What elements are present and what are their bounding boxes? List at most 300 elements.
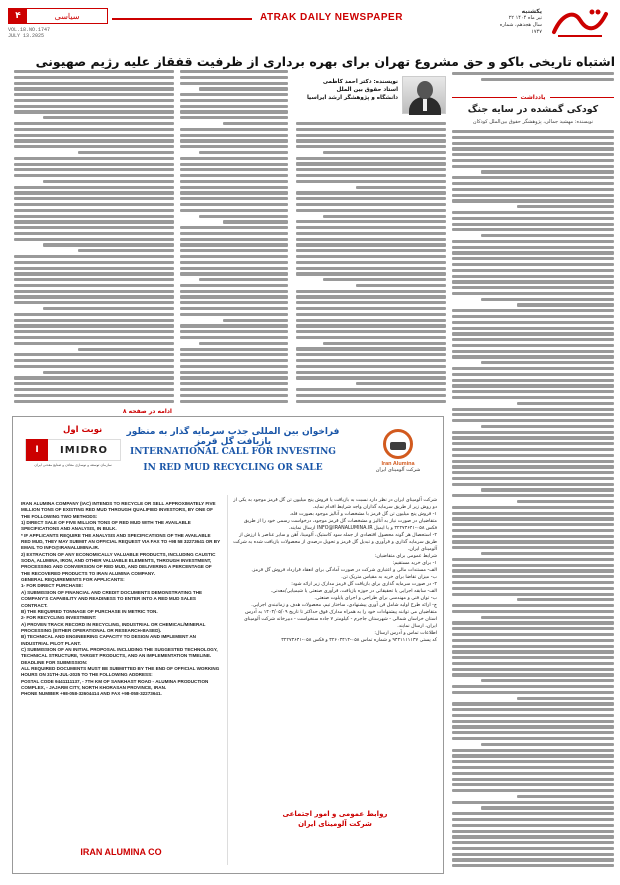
text-line [452,396,614,399]
author-title: استاد حقوق بین الملل [336,87,398,93]
text-line [517,500,614,503]
text-line [452,211,614,214]
text-line [296,353,446,356]
text-line [452,379,614,382]
text-line [452,639,614,642]
text-line [180,180,288,183]
text-line [180,99,288,102]
text-line [14,278,174,281]
text-line [452,708,614,711]
text-line [296,307,446,310]
text-line [180,174,288,177]
text-line [452,494,614,497]
text-line [481,743,614,746]
ad-paragraph: 2- FOR RECYCLING INVESTMENT: [21,615,97,621]
text-line [43,371,174,374]
text-line [14,99,174,102]
text-line [452,772,614,775]
imidro-logo [25,439,121,461]
iran-alumina-logo [361,429,435,485]
text-line [14,157,174,160]
text-line [452,506,614,509]
text-line [296,394,446,397]
text-line [481,78,614,81]
text-line [180,295,288,298]
text-line [180,272,288,275]
right-column-intro [452,72,614,88]
text-line [14,226,174,229]
weekday: یکشنبه [521,8,542,15]
text-line [296,232,446,235]
ad-paragraph: شرایط عمومی برای متقاضیان: [374,554,437,559]
text-line [296,191,446,194]
text-line [481,361,614,364]
text-line [14,145,174,148]
article-column-3 [296,122,446,406]
text-line [517,402,614,405]
ad-paragraph: شرکت آلومینای ایران در نظر دارد نسبت به بازیافت یا فروش پنج میلیون تن گل قرمز موجود به یکی از دو روش زیر از طریق سرمایه گذاران واجد شرایط اقدام نماید. [233,498,437,510]
text-line [452,540,614,543]
author-photo-shirt [423,99,427,111]
text-line [452,442,614,445]
text-line [452,517,614,520]
text-line [452,130,614,133]
text-line [452,182,614,185]
text-line [356,186,446,189]
text-line [296,209,446,212]
text-line [180,267,288,270]
text-line [452,789,614,792]
ad-paragraph: C) SUBMISSION OF AN INITIAL PROPOSAL INCLUDING THE SUGGESTED TECHNOLOGY, TECHNICAL STRUCTURE, TARGET PRODUCTS, AND AN IMPLEMENTATION TIMELINE. [21,646,218,659]
text-line [452,835,614,838]
text-line [14,261,174,264]
text-line [296,174,446,177]
text-line [296,128,446,131]
ad-paragraph: DEADLINE FOR SUBMISSION: [21,659,88,665]
text-line [14,122,174,125]
text-line [296,336,446,339]
text-line [14,365,174,368]
text-line [199,342,288,345]
text-line [481,170,614,173]
text-line [452,656,614,659]
text-line [14,70,174,73]
text-line [14,301,174,304]
imidro-logo-name: IMIDRO [60,444,108,456]
ad-paragraph: ۲- در صورت سرمایه گذاری برای بازیافت گل قرمز مدارک زیر ارائه شود: [291,582,437,587]
ad-paragraph: * IF APPLICANTS REQUIRE THE ANALYSIS AND SPECIFICATIONS OF THE AVAILABLE RED MUD, THEY MAY SUBMIT AN OFFICIAL REQUEST VIA FAX TO +98 58 32273641 OR BY EMAIL TO INFO@IRANALUMINA.IR. [21,532,221,551]
text-line [180,255,288,258]
ad-paragraph: 1- FOR DIRECT PURCHASE: [21,583,84,589]
text-line [296,157,446,160]
section-name: سیاسی [54,11,80,21]
text-line [452,778,614,781]
text-line [296,220,446,223]
text-line [452,766,614,769]
iran-alumina-logo-mark [383,429,413,459]
text-line [517,795,614,798]
text-line [452,344,614,347]
text-line [296,359,446,362]
text-line [180,330,288,333]
volume-line: VOL.18.NO.1747 [8,27,51,33]
text-line [296,197,446,200]
text-line [452,512,614,515]
text-line [323,215,446,218]
volume-info [8,27,50,39]
text-line [452,633,614,636]
text-line [14,267,174,270]
kudak-article-body [452,130,614,876]
text-line [223,319,288,322]
text-line [296,313,446,316]
text-line [199,87,288,90]
text-line [180,134,288,137]
text-line [14,174,174,177]
text-line [452,408,614,411]
text-line [481,806,614,809]
text-line [296,324,446,327]
text-line [452,448,614,451]
ad-paragraph: الف- مستندات مالی و اعتباری شرکت در صورت آمادگی برای انعقاد قرارداد فروش گل قرمز. [251,568,437,573]
note-tag [452,90,614,104]
text-line [14,400,174,403]
ad-paragraph: B) TECHNICAL AND ENGINEERING CAPACITY TO DESIGN AND IMPLEMENT AN INDUSTRIAL PILOT PLANT. [21,634,196,646]
text-line [452,153,614,156]
text-line [14,319,174,322]
text-line [452,280,614,283]
text-line [452,460,614,463]
text-line [296,180,446,183]
text-line [296,272,446,275]
text-line [14,110,174,113]
text-line [452,240,614,243]
text-line [78,249,174,252]
ad-title-english-1: INTERNATIONAL CALL FOR INVESTING [130,447,336,457]
text-line [452,650,614,653]
text-line [481,488,614,491]
imidro-logo-mark: I [26,439,48,461]
header-rule [112,18,252,20]
text-line [452,558,614,561]
text-line [452,384,614,387]
ad-paragraph: ۲- استحصال هر گونه محصول اقتصادی از جمله سود کاستیک، آلومینا، آهن و سایر عناصر با ارزش از طریق سرمایه گذاری و فرآوری و تبدیل گل قرمز و تحویل درصدی از محصولات بازیافت شده به شرکت آلومینای ایران. [233,533,437,552]
text-line [180,243,288,246]
ad-footer-pr: روابط عمومی و امور اجتماعی [282,810,388,818]
text-line [296,400,446,403]
ad-paragraph: ۱- فروش پنج میلیون تن گل قرمز با مشخصات و آنالیز موجود بصورت فله. [289,512,437,517]
text-line [296,290,446,293]
text-line [452,223,614,226]
text-line [180,110,288,113]
text-line [452,673,614,676]
text-line [452,535,614,538]
text-line [180,76,288,79]
text-line [323,342,446,345]
text-line [296,226,446,229]
text-line [14,330,174,333]
text-line [452,390,614,393]
text-line [14,209,174,212]
text-line [296,168,446,171]
imidro-subtitle: سازمان توسعه و نوسازی معادن و صنایع معدنی ایران [34,463,112,467]
text-line [452,783,614,786]
text-line [452,546,614,549]
text-line [43,116,174,119]
text-line [14,394,174,397]
text-line [223,122,288,125]
text-line [180,139,288,142]
text-line [452,315,614,318]
text-line [180,82,288,85]
text-line [452,610,614,613]
text-line [14,76,174,79]
text-line [180,128,288,131]
page-header [0,0,620,44]
text-line [180,290,288,293]
text-line [452,292,614,295]
text-line [14,359,174,362]
text-line [199,278,288,281]
text-line [296,376,446,379]
text-line [14,342,174,345]
text-line [452,812,614,815]
text-line [14,87,174,90]
text-line [14,128,174,131]
ad-persian-body [233,497,437,797]
text-line [452,754,614,757]
ad-publication-label: نوبت اول [63,425,103,435]
text-line [180,365,288,368]
ad-paragraph: IRAN ALUMINA COMPANY (IAC) INTENDS TO RECYCLE OR SELL APPROXIMATELY FIVE MILLION TONS OF EXISTING RED MUD THROUGH QUALIFIED INVESTORS, BY ONE OF THE FOLLOWING TWO METHODS: [21,501,216,519]
text-line [452,523,614,526]
text-line [452,853,614,856]
text-line [452,668,614,671]
text-line [180,371,288,374]
article-column-2 [180,70,288,406]
ad-title-persian: فراخوان بین المللی جذب سرمایه گذار به منظور بازیافت گل قرمز [126,427,340,447]
author-photo-head [417,81,433,99]
text-line [14,272,174,275]
text-line [296,134,446,137]
text-line [180,388,288,391]
ad-paragraph: B) THE REQUIRED TONNAGE OF PURCHASE IN METRIC TON. [21,608,158,614]
text-line [296,388,446,391]
text-line [452,830,614,833]
main-headline: اشتباه تاریخی باکو و حق مشروع تهران برای بهره برداری از ظرفیت قفقاز علیه رژیم صهیونی [35,54,615,69]
text-line [452,731,614,734]
date-line-en: JULY 13.2025 [8,33,45,39]
text-line [452,621,614,624]
text-line [481,679,614,682]
note-tag-label: یادداشت [520,93,546,101]
ad-paragraph: متقاضیان می توانند پیشنهادات خود را به همراه مدارک فوق حداکثر تا تاریخ ۱۴۰۴/۰۵/۰۹ به آدرس استان خراسان شمالی - شهرستان جاجرم - کیلومتر ۷ جاده سنخواست - دبیرخانه شرکت آلومینای ایران، ارسال نمایند. [243,610,437,629]
text-line [452,691,614,694]
page-number: ۴ [9,9,27,23]
text-line [180,301,288,304]
text-line [452,338,614,341]
text-line [452,847,614,850]
author-affiliation: دانشگاه و پژوهشگر ارشد ایراسیا [306,95,398,101]
author-byline [290,78,398,102]
text-line [452,575,614,578]
text-line [296,371,446,374]
text-line [180,191,288,194]
text-line [78,151,174,154]
ad-footer-persian [233,809,437,829]
text-line [452,136,614,139]
text-line [452,286,614,289]
text-line [14,220,174,223]
text-line [452,593,614,596]
investment-ad [12,416,444,874]
text-line [296,243,446,246]
text-line [14,191,174,194]
text-line [452,373,614,376]
text-line [323,278,446,281]
text-line [452,714,614,717]
text-line [223,220,288,223]
text-line [452,801,614,804]
text-line [14,203,174,206]
ad-footer-english: IRAN ALUMINA CO [80,847,162,857]
text-line [452,431,614,434]
ad-paragraph: PHONE NUMBER +98-058-32604414 AND FAX +98-058-32273641. [21,691,162,697]
text-line [452,569,614,572]
text-line [180,238,288,241]
text-line [452,436,614,439]
text-line [452,725,614,728]
text-line [296,238,446,241]
text-line [517,205,614,208]
text-line [14,376,174,379]
text-line [180,249,288,252]
text-line [14,93,174,96]
ad-paragraph: 1) DIRECT SALE OF FIVE MILLION TONS OF RED MUD WITH THE AVAILABLE SPECIFICATIONS AND ANALYSIS, IN BULK. [21,520,191,532]
text-line [452,564,614,567]
text-line [180,313,288,316]
text-line [296,249,446,252]
text-line [180,400,288,403]
text-line [14,324,174,327]
ad-paragraph: ALL REQUIRED DOCUMENTS MUST BE SUBMITTED BY THE END OF OFFICIAL WORKING HOURS ON 31TH-JUL-2025 TO THE FOLLOWING ADDRESS: [21,665,220,678]
text-line [14,105,174,108]
text-line [452,269,614,272]
text-line [481,298,614,301]
text-line [452,355,614,358]
iran-alumina-logo-en: Iran Alumina [381,461,415,467]
text-line [452,350,614,353]
text-line [517,697,614,700]
text-line [452,367,614,370]
text-line [180,336,288,339]
text-line [452,841,614,844]
text-line [199,215,288,218]
text-line [452,194,614,197]
ad-footer-company: شرکت آلومینای ایران [298,820,372,828]
text-line [452,685,614,688]
masthead: ATRAK DAILY NEWSPAPER [260,12,403,23]
text-line [180,232,288,235]
tag-rule [550,97,615,98]
text-line [14,255,174,258]
text-line [180,226,288,229]
text-line [323,151,446,154]
text-line [180,284,288,287]
article-column-1 [14,70,174,406]
text-line [14,313,174,316]
text-line [452,246,614,249]
text-line [296,330,446,333]
text-line [452,228,614,231]
text-line [452,737,614,740]
text-line [452,818,614,821]
text-line [452,454,614,457]
text-line [452,471,614,474]
text-line [14,284,174,287]
text-line [180,116,288,119]
text-line [452,257,614,260]
ad-paragraph: GENERAL REQUIREMENTS FOR APPLICANTS: [21,577,125,583]
text-line [180,394,288,397]
text-line [452,217,614,220]
text-line [452,165,614,168]
text-line [14,336,174,339]
ad-paragraph: ب- توان فنی و مهندسی برای طراحی و اجرای پایلوت صنعتی. [314,596,437,601]
text-line [452,604,614,607]
ad-paragraph: ب- میزان تقاضا برای خرید به مقیاس متریک تن. [341,575,437,580]
text-line [296,365,446,368]
text-line [296,122,446,125]
text-line [452,702,614,705]
text-line [452,824,614,827]
text-line [180,145,288,148]
text-line [452,749,614,752]
text-line [14,353,174,356]
text-line [180,105,288,108]
text-line [452,176,614,179]
text-line [78,348,174,351]
text-line [296,347,446,350]
text-line [481,234,614,237]
text-line [452,413,614,416]
text-line [481,425,614,428]
date-fa: ۲۲ تیر ماه ۱۴۰۴ [508,15,542,21]
text-line [356,284,446,287]
text-line [452,327,614,330]
text-line [452,477,614,480]
text-line [452,332,614,335]
text-line [452,188,614,191]
text-line [180,382,288,385]
text-line [14,197,174,200]
text-line [452,147,614,150]
ad-paragraph: A) SUBMISSION OF FINANCIAL AND CREDIT DOCUMENTS DEMONSTRATING THE COMPANY'S CAPABILITY AND READINESS TO ENTER INTO A RED MUD SALES CONTRACT. [21,589,203,608]
text-line [517,303,614,306]
text-line [452,419,614,422]
newspaper-logo [548,6,612,40]
text-line [180,70,288,73]
author-name: نویسنده: دکتر احمد کاظمی [322,79,398,85]
ad-divider [227,495,228,865]
text-line [14,134,174,137]
text-line [180,359,288,362]
text-line [199,151,288,154]
ad-paragraph: اطلاعات تماس و آدرس ارسال: [374,631,437,636]
tag-rule [452,97,517,98]
ad-paragraph: ۱- برای خرید مستقیم: [392,561,437,566]
text-line [180,353,288,356]
